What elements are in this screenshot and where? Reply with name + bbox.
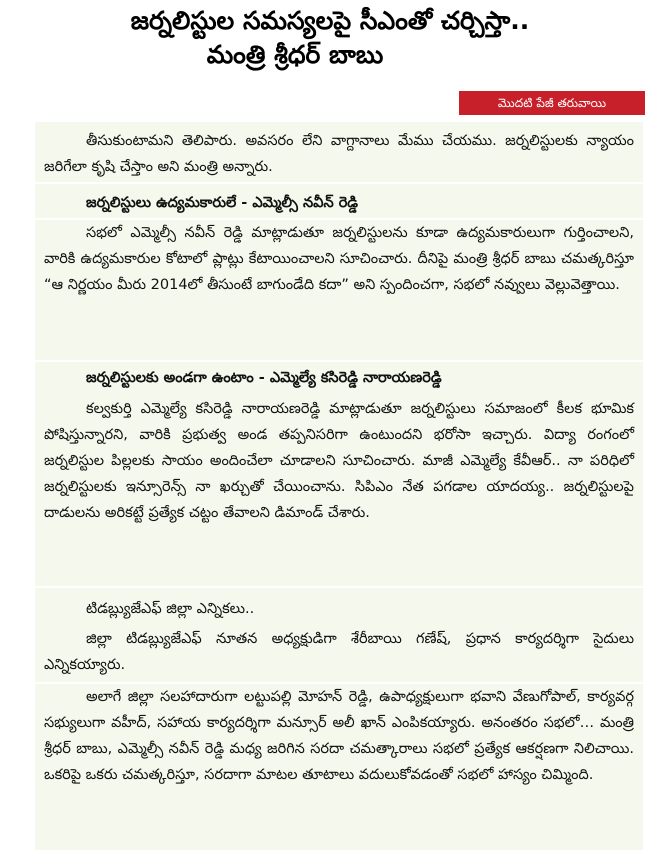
paragraph-1: తీసుకుంటామని తెలిపారు. అవసరం లేని వాగ్దానాలు మేము చేయము. జర్నలిస్టులకు న్యాయం జరిగేలా కృషి చేస్తాం అని మంత్రి అన్నారు. <box>44 133 634 175</box>
divider <box>35 586 643 588</box>
paragraph-2: సభలో ఎమ్మెల్సీ నవీన్ రెడ్డి మాట్లాడుతూ జర్నలిస్టులను కూడా ఉద్యమకారులుగా గుర్తించాలని, వారికి ఉద్యమకారుల కోటాలో ప్లాట్లు కేటాయించాలని సూచించారు. దీనిపై మంత్రి శ్రీధర్ బాబు చమత్కరిస్తూ “ఆ నిర్ణయం మీరు 2014లో తీసుంటే బాగుండేది కదా” అని స్పందించగా, సభలో నవ్వులు వెల్లువెత్తాయి. <box>44 225 634 293</box>
subheading-3: టిడబ్ల్యుజేఎఫ్ జిల్లా ఎన్నికలు.. <box>86 601 255 617</box>
paragraph-3: కల్వకుర్తి ఎమ్మెల్యే కసిరెడ్డి నారాయణరెడ్డి మాట్లాడుతూ జర్నలిస్టులు సమాజంలో కీలక భూమిక పోషిస్తున్నారని, వారికి ప్రభుత్వ అండ తప్పనిసరిగా ఉంటుందని భరోసా ఇచ్చారు. విద్యా రంగంలో జర్నలిస్టుల పిల్లలకు సాయం అందించేలా చూడాలని సూచించారు. మాజీ ఎమ్మెల్యే కేవీఆర్.. నా పరిధిలో జర్నలిస్టులకు ఇన్సూరెన్స్ నా ఖర్చుతో చేయించాను. సిపిఎం నేత పగడాల యాదయ్య.. జర్నలిస్టులపై దాడులను అరికట్టే ప్రత్యేక చట్టం తేవాలని డిమాండ్ చేశారు. <box>44 401 634 521</box>
paragraph-5: అలాగే జిల్లా సలహాదారుగా లట్టుపల్లి మోహన్ రెడ్డి, ఉపాధ్యక్షులుగా భవాని వేణుగోపాల్, కార్యవర్గ సభ్యులుగా వహీద్, సహాయ కార్యదర్శిగా మన్సూర్ అలీ ఖాన్ ఎంపికయ్యారు. అనంతరం సభలో… మంత్రి శ్రీధర్ బాబు, ఎమ్మెల్సీ నవీన్ రెడ్డి మధ్య జరిగిన సరదా చమత్కారాలు సభలో ప్రత్యేక ఆకర్షణగా నిలిచాయి. ఒకరిపై ఒకరు చమత్కరిస్తూ, సరదాగా మాటల తూటాలు వదులుకోవడంతో సభలో హాస్యం చిమ్మింది. <box>44 689 634 783</box>
subheading-2: జర్నలిస్టులకు అండగా ఉంటాం - ఎమ్మెల్యే కసిరెడ్డి నారాయణరెడ్డి <box>86 370 442 386</box>
article-body <box>35 122 643 850</box>
continued-from-front-page-badge: మొదటి పేజీ తరువాయి <box>459 91 645 115</box>
headline-line-1: జర్నలిస్టుల సమస్యలపై సీఎంతో చర్చిస్తా.. <box>130 6 530 35</box>
headline-line-2: మంత్రి శ్రీధర్ బాబు <box>206 40 384 69</box>
subheading-1: జర్నలిస్టులు ఉద్యమకారులే - ఎమ్మెల్సీ నవీన్ రెడ్డి <box>86 195 359 211</box>
paragraph-4: జిల్లా టిడబ్ల్యుజేఎఫ్ నూతన అధ్యక్షుడిగా శేరీబాయి గణేష్, ప్రధాన కార్యదర్శిగా సైదులు ఎన్నికయ్యారు. <box>44 631 634 673</box>
divider <box>35 182 643 184</box>
headline <box>0 4 660 72</box>
divider <box>35 360 643 362</box>
